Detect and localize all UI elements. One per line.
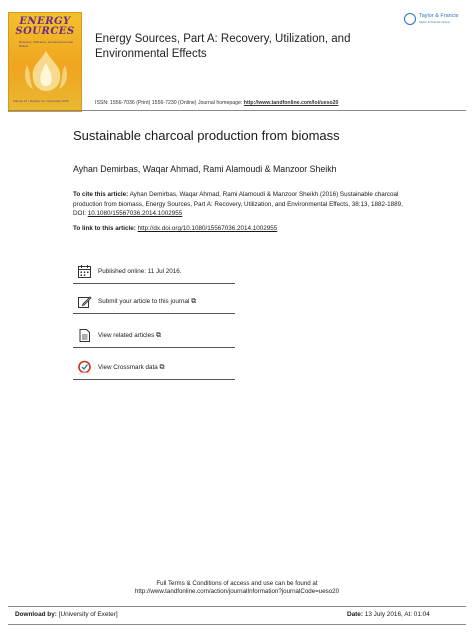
article-link-line <box>73 225 277 232</box>
related-articles-link[interactable] <box>98 332 161 340</box>
edit-pencil-icon <box>77 294 92 309</box>
article-title: Sustainable charcoal production from biomass <box>73 128 340 143</box>
citation-label: To cite this article: <box>73 191 129 198</box>
download-date-label: Date: <box>347 611 363 618</box>
download-date <box>347 611 430 618</box>
cover-subtitle: Recovery, Utilization, and Environmental Effects <box>19 40 73 48</box>
header-divider <box>8 110 466 111</box>
download-by-value: [University of Exeter] <box>56 611 118 618</box>
journal-cover <box>8 12 82 112</box>
publisher-logo <box>404 12 470 32</box>
related-articles-label: View related articles <box>98 332 155 339</box>
cover-title-line1: ENERGY <box>19 16 71 27</box>
publisher-tagline: Taylor & Francis Group <box>419 20 450 24</box>
article-link-label: To link to this article: <box>73 225 138 232</box>
crossmark-label: View Crossmark data <box>98 364 158 371</box>
download-by-label: Download by: <box>15 611 57 618</box>
citation-text: Ayhan Demirbas, Waqar Ahmad, Rami Alamoudi & Manzoor Sheikh (2016) Sustainable charcoal production from biomass, Energy Sources, Part A: Recovery, Utilization, and Environmental Effects, 38:13, 1882-1889, DOI: <box>73 191 403 217</box>
issn-text: ISSN: 1556-7036 (Print) 1556-7230 (Online) Journal homepage: <box>95 100 244 106</box>
external-link-icon: ⧉ <box>155 332 161 339</box>
publisher-logo-icon <box>404 13 416 25</box>
journal-title: Energy Sources, Part A: Recovery, Utilization, and Environmental Effects <box>95 33 351 60</box>
article-authors: Ayhan Demirbas, Waqar Ahmad, Rami Alamoudi & Manzoor Sheikh <box>73 164 337 174</box>
submit-article-label: Submit your article to this journal <box>98 298 190 305</box>
publisher-name: Taylor & Francis <box>419 13 459 19</box>
terms-line: Full Terms & Conditions of access and use can be found at <box>156 580 318 587</box>
published-online-row <box>73 262 235 284</box>
flame-graphic-icon <box>17 45 75 95</box>
submit-article-row[interactable] <box>73 292 235 314</box>
crossmark-link[interactable] <box>98 364 164 372</box>
terms-note <box>0 580 474 596</box>
issn-line <box>95 100 338 106</box>
cover-title-line2: SOURCES <box>15 26 75 37</box>
published-online-text: Published online: 11 Jul 2016. <box>98 268 182 275</box>
external-link-icon: ⧉ <box>159 364 165 371</box>
bottom-divider <box>8 624 466 625</box>
citation-doi-link[interactable]: 10.1080/15567036.2014.1002955 <box>87 210 183 217</box>
cover-volume: Volume 37 • Number 11 • November 2015 <box>13 99 69 103</box>
external-link-icon: ⧉ <box>191 298 197 305</box>
footer-divider <box>8 606 466 607</box>
related-articles-row[interactable] <box>73 326 235 348</box>
submit-article-link[interactable] <box>98 298 196 306</box>
journal-homepage-link[interactable]: http://www.tandfonline.com/loi/ueso20 <box>243 100 339 106</box>
citation-block <box>73 190 403 219</box>
calendar-icon <box>77 264 92 279</box>
article-doi-url-link[interactable]: http://dx.doi.org/10.1080/15567036.2014.1002955 <box>137 225 278 232</box>
terms-url-link[interactable]: http://www.tandfonline.com/action/journalInformation?journalCode=ueso20 <box>134 588 340 595</box>
document-icon <box>77 328 92 343</box>
download-date-value: 13 July 2016, At: 01:04 <box>362 611 430 618</box>
crossmark-icon <box>77 360 92 375</box>
download-by <box>15 611 118 618</box>
crossmark-row[interactable] <box>73 358 235 380</box>
